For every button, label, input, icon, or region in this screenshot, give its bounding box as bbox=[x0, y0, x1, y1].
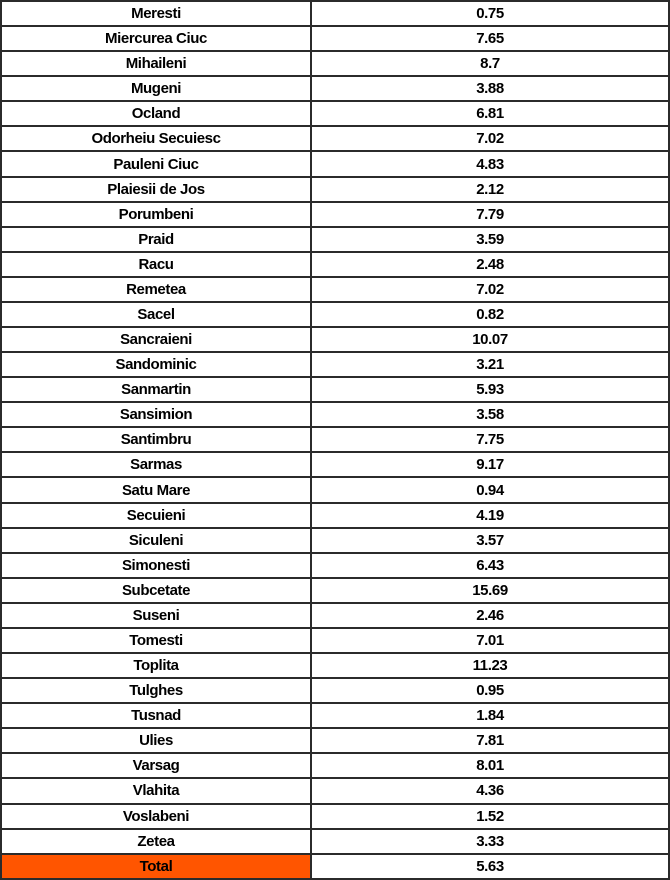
table-row bbox=[2, 554, 668, 579]
table-row bbox=[2, 102, 668, 127]
locality-name-cell: Total bbox=[2, 855, 312, 878]
value-cell: 5.63 bbox=[476, 857, 504, 875]
locality-name-cell: Mugeni bbox=[2, 77, 312, 100]
value-cell: 7.65 bbox=[476, 30, 504, 48]
locality-name-cell: Satu Mare bbox=[2, 478, 312, 501]
value-cell: 6.81 bbox=[476, 105, 504, 123]
locality-name-cell: Ocland bbox=[2, 102, 312, 125]
locality-name-cell: Santimbru bbox=[2, 428, 312, 451]
locality-name-cell: Miercurea Ciuc bbox=[2, 27, 312, 50]
table-row bbox=[2, 729, 668, 754]
table-row bbox=[2, 203, 668, 228]
value-cell: 4.83 bbox=[476, 155, 504, 173]
table-row bbox=[2, 328, 668, 353]
value-cell: 3.21 bbox=[476, 356, 504, 374]
table-row bbox=[2, 428, 668, 453]
value-cell: 10.07 bbox=[472, 331, 508, 349]
table-row bbox=[2, 353, 668, 378]
value-cell: 7.02 bbox=[476, 130, 504, 148]
value-cell: 3.59 bbox=[476, 230, 504, 248]
table-row bbox=[2, 478, 668, 503]
locality-name-cell: Sandominic bbox=[2, 353, 312, 376]
table-row bbox=[2, 152, 668, 177]
table-row bbox=[2, 228, 668, 253]
locality-name-cell: Sarmas bbox=[2, 453, 312, 476]
locality-name-cell: Sancraieni bbox=[2, 328, 312, 351]
total-row bbox=[2, 855, 668, 878]
table-row bbox=[2, 654, 668, 679]
value-cell: 7.79 bbox=[476, 205, 504, 223]
table-row bbox=[2, 52, 668, 77]
value-cell: 8.7 bbox=[480, 55, 500, 73]
value-cell: 3.58 bbox=[476, 406, 504, 424]
table-row bbox=[2, 178, 668, 203]
locality-name-cell: Zetea bbox=[2, 830, 312, 853]
table-row bbox=[2, 830, 668, 855]
value-cell: 0.94 bbox=[476, 481, 504, 499]
locality-name-cell: Subcetate bbox=[2, 579, 312, 602]
locality-name-cell: Toplita bbox=[2, 654, 312, 677]
value-cell: 7.02 bbox=[476, 280, 504, 298]
locality-name-cell: Sacel bbox=[2, 303, 312, 326]
locality-name-cell: Siculeni bbox=[2, 529, 312, 552]
table-row bbox=[2, 378, 668, 403]
table-row bbox=[2, 779, 668, 804]
locality-name-cell: Tulghes bbox=[2, 679, 312, 702]
table-row bbox=[2, 579, 668, 604]
value-cell: 2.48 bbox=[476, 255, 504, 273]
table-row bbox=[2, 127, 668, 152]
table-row bbox=[2, 529, 668, 554]
locality-name-cell: Porumbeni bbox=[2, 203, 312, 226]
locality-name-cell: Praid bbox=[2, 228, 312, 251]
value-cell: 7.01 bbox=[476, 631, 504, 649]
locality-name-cell: Voslabeni bbox=[2, 805, 312, 828]
table-row bbox=[2, 77, 668, 102]
locality-name-cell: Tusnad bbox=[2, 704, 312, 727]
locality-name-cell: Simonesti bbox=[2, 554, 312, 577]
value-cell: 3.33 bbox=[476, 832, 504, 850]
table-row bbox=[2, 704, 668, 729]
value-cell: 4.19 bbox=[476, 506, 504, 524]
table-row bbox=[2, 805, 668, 830]
value-cell: 3.88 bbox=[476, 80, 504, 98]
value-cell: 1.52 bbox=[476, 807, 504, 825]
value-cell: 11.23 bbox=[472, 657, 508, 675]
table-row bbox=[2, 403, 668, 428]
value-cell: 4.36 bbox=[476, 782, 504, 800]
locality-name-cell: Varsag bbox=[2, 754, 312, 777]
locality-name-cell: Sanmartin bbox=[2, 378, 312, 401]
table-row bbox=[2, 504, 668, 529]
locality-name-cell: Ulies bbox=[2, 729, 312, 752]
locality-name-cell: Mihaileni bbox=[2, 52, 312, 75]
locality-name-cell: Tomesti bbox=[2, 629, 312, 652]
value-cell: 9.17 bbox=[476, 456, 504, 474]
value-cell: 15.69 bbox=[472, 581, 508, 599]
value-cell: 1.84 bbox=[476, 707, 504, 725]
locality-name-cell: Vlahita bbox=[2, 779, 312, 802]
value-cell: 7.81 bbox=[476, 732, 504, 750]
locality-name-cell: Remetea bbox=[2, 278, 312, 301]
table-row bbox=[2, 754, 668, 779]
locality-name-cell: Plaiesii de Jos bbox=[2, 178, 312, 201]
value-cell: 0.82 bbox=[476, 305, 504, 323]
table-row bbox=[2, 2, 668, 27]
locality-name-cell: Racu bbox=[2, 253, 312, 276]
locality-name-cell: Suseni bbox=[2, 604, 312, 627]
table-row bbox=[2, 27, 668, 52]
table-row bbox=[2, 629, 668, 654]
value-cell: 2.12 bbox=[476, 180, 504, 198]
table-row bbox=[2, 453, 668, 478]
value-cell: 8.01 bbox=[476, 757, 504, 775]
value-cell: 6.43 bbox=[476, 556, 504, 574]
value-cell: 0.95 bbox=[476, 682, 504, 700]
table-row bbox=[2, 604, 668, 629]
value-cell: 0.75 bbox=[476, 5, 504, 23]
value-cell: 5.93 bbox=[476, 381, 504, 399]
locality-name-cell: Sansimion bbox=[2, 403, 312, 426]
locality-name-cell: Secuieni bbox=[2, 504, 312, 527]
locality-name-cell: Pauleni Ciuc bbox=[2, 152, 312, 175]
value-cell: 2.46 bbox=[476, 606, 504, 624]
locality-name-cell: Odorheiu Secuiesc bbox=[2, 127, 312, 150]
table-row bbox=[2, 303, 668, 328]
table-row bbox=[2, 679, 668, 704]
table-row bbox=[2, 253, 668, 278]
locality-name-cell: Meresti bbox=[2, 2, 312, 25]
value-cell: 3.57 bbox=[476, 531, 504, 549]
value-cell: 7.75 bbox=[476, 431, 504, 449]
table-row bbox=[2, 278, 668, 303]
